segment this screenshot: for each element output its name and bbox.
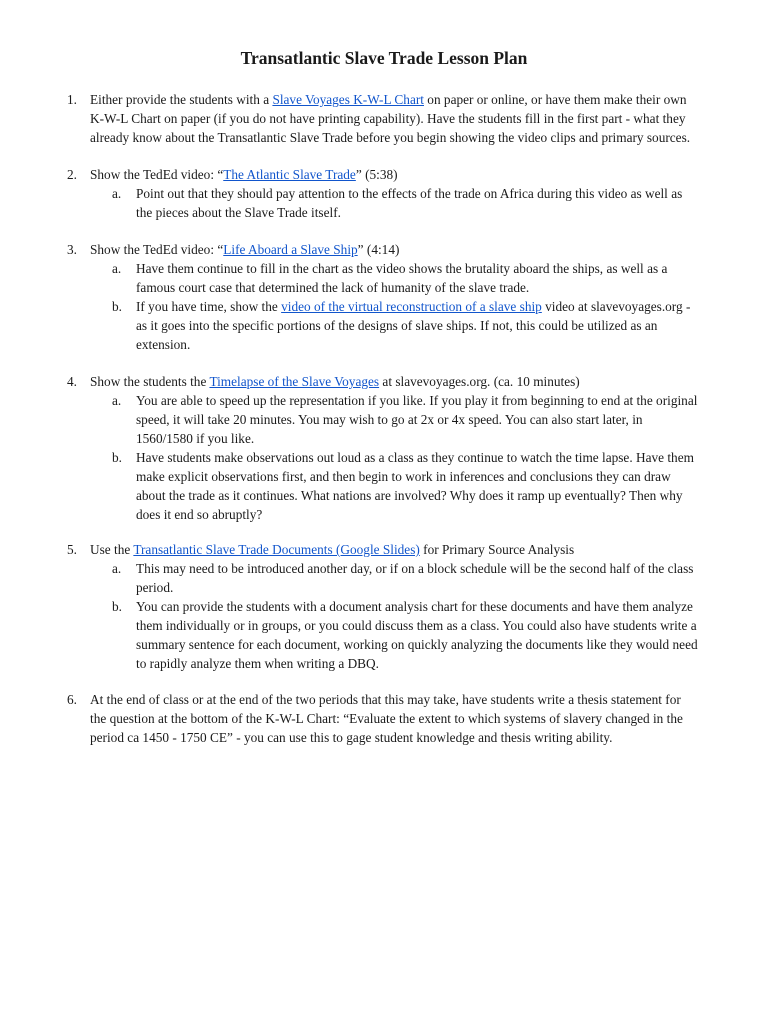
sub-item-5b [112,597,730,673]
item-line: At the end of class or at the end of the two periods that this may take, have students write a thesis statement for [90,692,681,707]
list-item-1 [67,90,730,147]
sub-item-line: famous court case that determined the lack of humanity of the slave trade. [136,280,530,295]
sub-item-line: Point out that they should pay attention to the effects of the trade on Africa during this video as well as [136,186,683,201]
sub-item-letter: a. [112,561,122,576]
sub-item-letter: b. [112,299,122,314]
sub-item-line: them individually or in groups, or you could discuss them as a class. You could also have students write a [136,618,697,633]
atlantic-slave-trade-video-link[interactable]: The Atlantic Slave Trade [223,167,356,182]
list-item-4 [67,372,730,524]
sub-item-line: extension. [136,337,191,352]
sub-item-letter: a. [112,393,122,408]
page-title: Transatlantic Slave Trade Lesson Plan [240,48,528,68]
sub-item-4a [112,391,730,448]
sub-item-letter: b. [112,450,122,465]
sub-item-line: 1560/1580 if you like. [136,431,255,446]
sub-item-line: the pieces about the Slave Trade itself. [136,205,341,220]
list-item-5 [67,540,730,673]
item-line: Use the Transatlantic Slave Trade Documents (Google Slides) for Primary Source Analysis [90,542,575,557]
item-number: 1. [67,92,77,107]
sub-item-line: about the trade as it continues. What nations are involved? Why does it ramp up eventually? Then why [136,488,683,503]
list-item-2 [67,165,730,222]
item-line: the question at the bottom of the K-W-L Chart: “Evaluate the extent to which systems of slavery changed in the [90,711,683,726]
sub-item-3b [112,297,730,354]
sub-item-letter: b. [112,599,122,614]
timelapse-slave-voyages-link[interactable]: Timelapse of the Slave Voyages [209,374,380,389]
item-number: 6. [67,692,77,707]
sub-item-line: This may need to be introduced another day, or if on a block schedule will be the second half of the class [136,561,694,576]
slave-trade-documents-slides-link[interactable]: Transatlantic Slave Trade Documents (Google Slides) [133,542,420,557]
sub-item-5a [112,559,730,597]
list-item-6 [67,690,730,747]
item-line: K-W-L Chart on paper (if you do not have printing capability). Have the students fill in the first part - what they [90,111,686,126]
sub-item-line: If you have time, show the video of the virtual reconstruction of a slave ship video at slavevoyages.org - [136,299,691,314]
item-line: Show the TedEd video: “Life Aboard a Slave Ship” (4:14) [90,242,400,257]
virtual-reconstruction-video-link[interactable]: video of the virtual reconstruction of a slave ship [281,299,542,314]
sub-item-line: speed, it will take 20 minutes. You may wish to go at 2x or 4x speed. You can also start later, in [136,412,643,427]
sub-item-2a [112,184,730,222]
item-number: 3. [67,242,77,257]
sub-item-line: make explicit observations first, and then begin to work in inferences and conclusions they can draw [136,469,671,484]
sub-item-4b [112,448,730,524]
sub-item-letter: a. [112,261,122,276]
list-item-3 [67,240,730,354]
sub-item-line: You are able to speed up the representation if you like. If you play it from beginning to end at the original [136,393,698,408]
sub-item-line: does it end so abruptly? [136,507,263,522]
item-line: Show the TedEd video: “The Atlantic Slave Trade” (5:38) [90,167,398,182]
sub-item-line: You can provide the students with a document analysis chart for these documents and have them analyze [136,599,693,614]
sub-item-line: Have students make observations out loud as a class as they continue to watch the time lapse. Have them [136,450,694,465]
slave-voyages-kwl-chart-link[interactable]: Slave Voyages K-W-L Chart [272,92,424,107]
sub-item-line: to rapidly analyze them when writing a DBQ. [136,656,379,671]
life-aboard-slave-ship-video-link[interactable]: Life Aboard a Slave Ship [223,242,358,257]
sub-item-line: summary sentence for each document, working on quickly analyzing the documents like they would need [136,637,698,652]
item-number: 2. [67,167,77,182]
item-number: 5. [67,542,77,557]
sub-item-letter: a. [112,186,122,201]
item-line: Show the students the Timelapse of the Slave Voyages at slavevoyages.org. (ca. 10 minutes) [90,374,580,389]
item-line: period ca 1450 - 1750 CE” - you can use this to gage student knowledge and thesis writing ability. [90,730,613,745]
item-line: Either provide the students with a Slave Voyages K-W-L Chart on paper or online, or have them make their own [90,92,687,107]
sub-item-line: Have them continue to fill in the chart as the video shows the brutality aboard the ships, as well as a [136,261,668,276]
sub-item-3a [112,259,730,297]
item-line: already know about the Transatlantic Slave Trade before you begin showing the video clips and primary sources. [90,130,691,145]
item-number: 4. [67,374,77,389]
sub-item-line: period. [136,580,174,595]
sub-item-line: as it goes into the specific portions of the designs of slave ships. If not, this could be utilized as an [136,318,658,333]
